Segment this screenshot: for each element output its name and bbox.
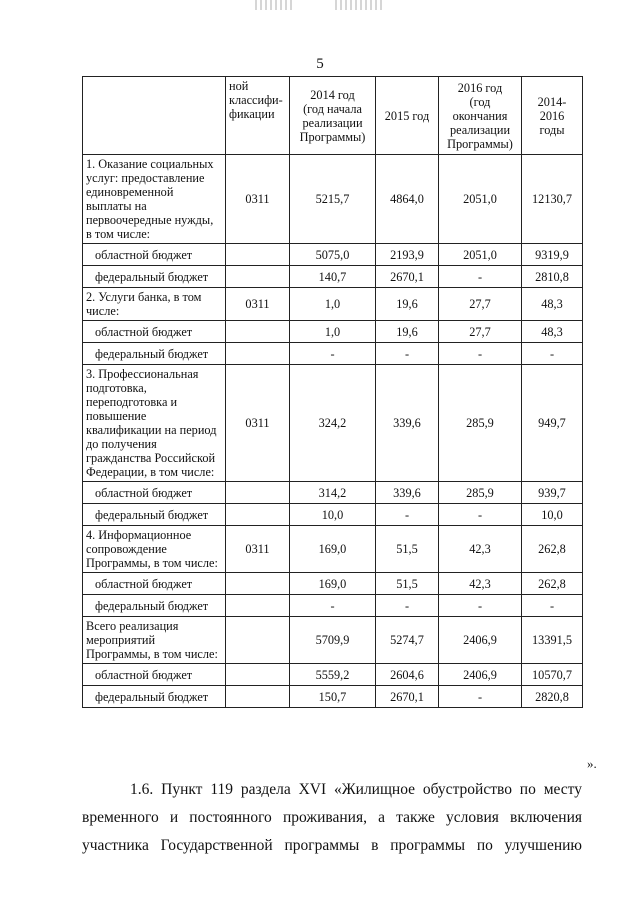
table-cell: 4864,0 xyxy=(376,155,439,244)
table-cell: 12130,7 xyxy=(522,155,583,244)
table-cell xyxy=(226,244,290,266)
table-cell: - xyxy=(376,504,439,526)
table-row xyxy=(83,155,583,244)
table-cell: - xyxy=(439,343,522,365)
closing-quote: ». xyxy=(587,756,597,771)
row-label: федеральный бюджет xyxy=(83,343,226,365)
table-cell: - xyxy=(439,504,522,526)
table-cell: 0311 xyxy=(226,288,290,321)
table-cell: 10,0 xyxy=(522,504,583,526)
table-row xyxy=(83,573,583,595)
table-row xyxy=(83,526,583,573)
header-cell: 2015 год xyxy=(376,77,439,155)
budget-table xyxy=(82,76,583,708)
table-cell xyxy=(226,617,290,664)
table-cell: 324,2 xyxy=(290,365,376,482)
table-cell: 5709,9 xyxy=(290,617,376,664)
table-cell: 5274,7 xyxy=(376,617,439,664)
table-cell: 48,3 xyxy=(522,288,583,321)
table-cell: 27,7 xyxy=(439,288,522,321)
table-cell: 0311 xyxy=(226,526,290,573)
table-cell: 262,8 xyxy=(522,526,583,573)
table-cell: 19,6 xyxy=(376,321,439,343)
header-cell: 2016 год (год окончания реализации Программы) xyxy=(439,77,522,155)
table-cell: 48,3 xyxy=(522,321,583,343)
paragraph-line: 1.6. Пункт 119 раздела XVI «Жилищное обустройство по месту xyxy=(130,781,582,798)
table-cell: 2670,1 xyxy=(376,686,439,708)
table-cell: - xyxy=(290,343,376,365)
table-cell xyxy=(226,664,290,686)
table-cell: 2604,6 xyxy=(376,664,439,686)
table-cell: 2051,0 xyxy=(439,155,522,244)
row-label: 1. Оказание социальных услуг: предоставление единовременной выплаты на первоочередные нужды, в том числе: xyxy=(83,155,226,244)
table-cell: 9319,9 xyxy=(522,244,583,266)
header-cell xyxy=(83,77,226,155)
scan-artifact xyxy=(255,0,295,10)
table-cell: 285,9 xyxy=(439,482,522,504)
table-cell xyxy=(226,686,290,708)
header-cell: 2014 год (год начала реализации Программы) xyxy=(290,77,376,155)
scan-artifact xyxy=(335,0,385,10)
table-row xyxy=(83,244,583,266)
table-cell xyxy=(226,573,290,595)
table-cell xyxy=(226,595,290,617)
table-cell: 0311 xyxy=(226,155,290,244)
table-cell: 51,5 xyxy=(376,526,439,573)
body-paragraph xyxy=(82,776,582,860)
table-cell: 2670,1 xyxy=(376,266,439,288)
header-cell: 2014- 2016 годы xyxy=(522,77,583,155)
table-cell: 13391,5 xyxy=(522,617,583,664)
row-label: областной бюджет xyxy=(83,244,226,266)
row-label: 3. Профессиональная подготовка, переподготовка и повышение квалификации на период до получения гражданства Российской Федерации, в том числе: xyxy=(83,365,226,482)
table-row xyxy=(83,321,583,343)
table-cell: 2406,9 xyxy=(439,617,522,664)
table-cell: 262,8 xyxy=(522,573,583,595)
table-cell: 150,7 xyxy=(290,686,376,708)
table-cell: 51,5 xyxy=(376,573,439,595)
row-label: федеральный бюджет xyxy=(83,686,226,708)
table-cell: - xyxy=(522,595,583,617)
table-cell: 2810,8 xyxy=(522,266,583,288)
table-cell: 42,3 xyxy=(439,573,522,595)
table-cell xyxy=(226,266,290,288)
table-cell: 5215,7 xyxy=(290,155,376,244)
table-row xyxy=(83,343,583,365)
table-row xyxy=(83,504,583,526)
table-row xyxy=(83,595,583,617)
table-row xyxy=(83,482,583,504)
table-cell: 2406,9 xyxy=(439,664,522,686)
table-cell: 1,0 xyxy=(290,321,376,343)
row-label: областной бюджет xyxy=(83,482,226,504)
table-body xyxy=(83,155,583,708)
table-cell: - xyxy=(522,343,583,365)
row-label: федеральный бюджет xyxy=(83,266,226,288)
row-label: Всего реализация мероприятий Программы, в том числе: xyxy=(83,617,226,664)
table-row xyxy=(83,664,583,686)
table-cell: 10,0 xyxy=(290,504,376,526)
table-row xyxy=(83,686,583,708)
table-cell: - xyxy=(439,266,522,288)
table-cell: 2820,8 xyxy=(522,686,583,708)
table-cell: 27,7 xyxy=(439,321,522,343)
row-label: 4. Информационное сопровождение Программы, в том числе: xyxy=(83,526,226,573)
paragraph-line: участника Государственной программы в программы по улучшению xyxy=(82,837,582,854)
row-label: федеральный бюджет xyxy=(83,595,226,617)
table-cell xyxy=(226,504,290,526)
table-cell: 169,0 xyxy=(290,573,376,595)
table-cell: - xyxy=(376,595,439,617)
table-row xyxy=(83,288,583,321)
page-number: 5 xyxy=(316,56,324,72)
table-cell: - xyxy=(439,595,522,617)
row-label: 2. Услуги банка, в том числе: xyxy=(83,288,226,321)
table-cell: 2051,0 xyxy=(439,244,522,266)
table-cell: 42,3 xyxy=(439,526,522,573)
table-header-row xyxy=(83,77,583,155)
row-label: областной бюджет xyxy=(83,321,226,343)
header-cell: ной классифи- фикации xyxy=(226,77,290,155)
table-cell: 169,0 xyxy=(290,526,376,573)
row-label: федеральный бюджет xyxy=(83,504,226,526)
table-cell: 339,6 xyxy=(376,365,439,482)
table-cell xyxy=(226,482,290,504)
table-cell: 10570,7 xyxy=(522,664,583,686)
table-cell: 5559,2 xyxy=(290,664,376,686)
table-cell: 949,7 xyxy=(522,365,583,482)
table-cell xyxy=(226,321,290,343)
table-cell: 339,6 xyxy=(376,482,439,504)
table-cell: 939,7 xyxy=(522,482,583,504)
table-cell xyxy=(226,343,290,365)
table-row xyxy=(83,266,583,288)
table-cell: 19,6 xyxy=(376,288,439,321)
table-cell: 285,9 xyxy=(439,365,522,482)
paragraph-line: временного и постоянного проживания, а также условия включения xyxy=(82,809,582,826)
row-label: областной бюджет xyxy=(83,664,226,686)
table-cell: 0311 xyxy=(226,365,290,482)
table-cell: 5075,0 xyxy=(290,244,376,266)
table-cell: - xyxy=(439,686,522,708)
table-cell: 1,0 xyxy=(290,288,376,321)
table-row xyxy=(83,365,583,482)
table-cell: 2193,9 xyxy=(376,244,439,266)
table-cell: 140,7 xyxy=(290,266,376,288)
table-cell: - xyxy=(376,343,439,365)
table-cell: 314,2 xyxy=(290,482,376,504)
row-label: областной бюджет xyxy=(83,573,226,595)
table-cell: - xyxy=(290,595,376,617)
table-row xyxy=(83,617,583,664)
